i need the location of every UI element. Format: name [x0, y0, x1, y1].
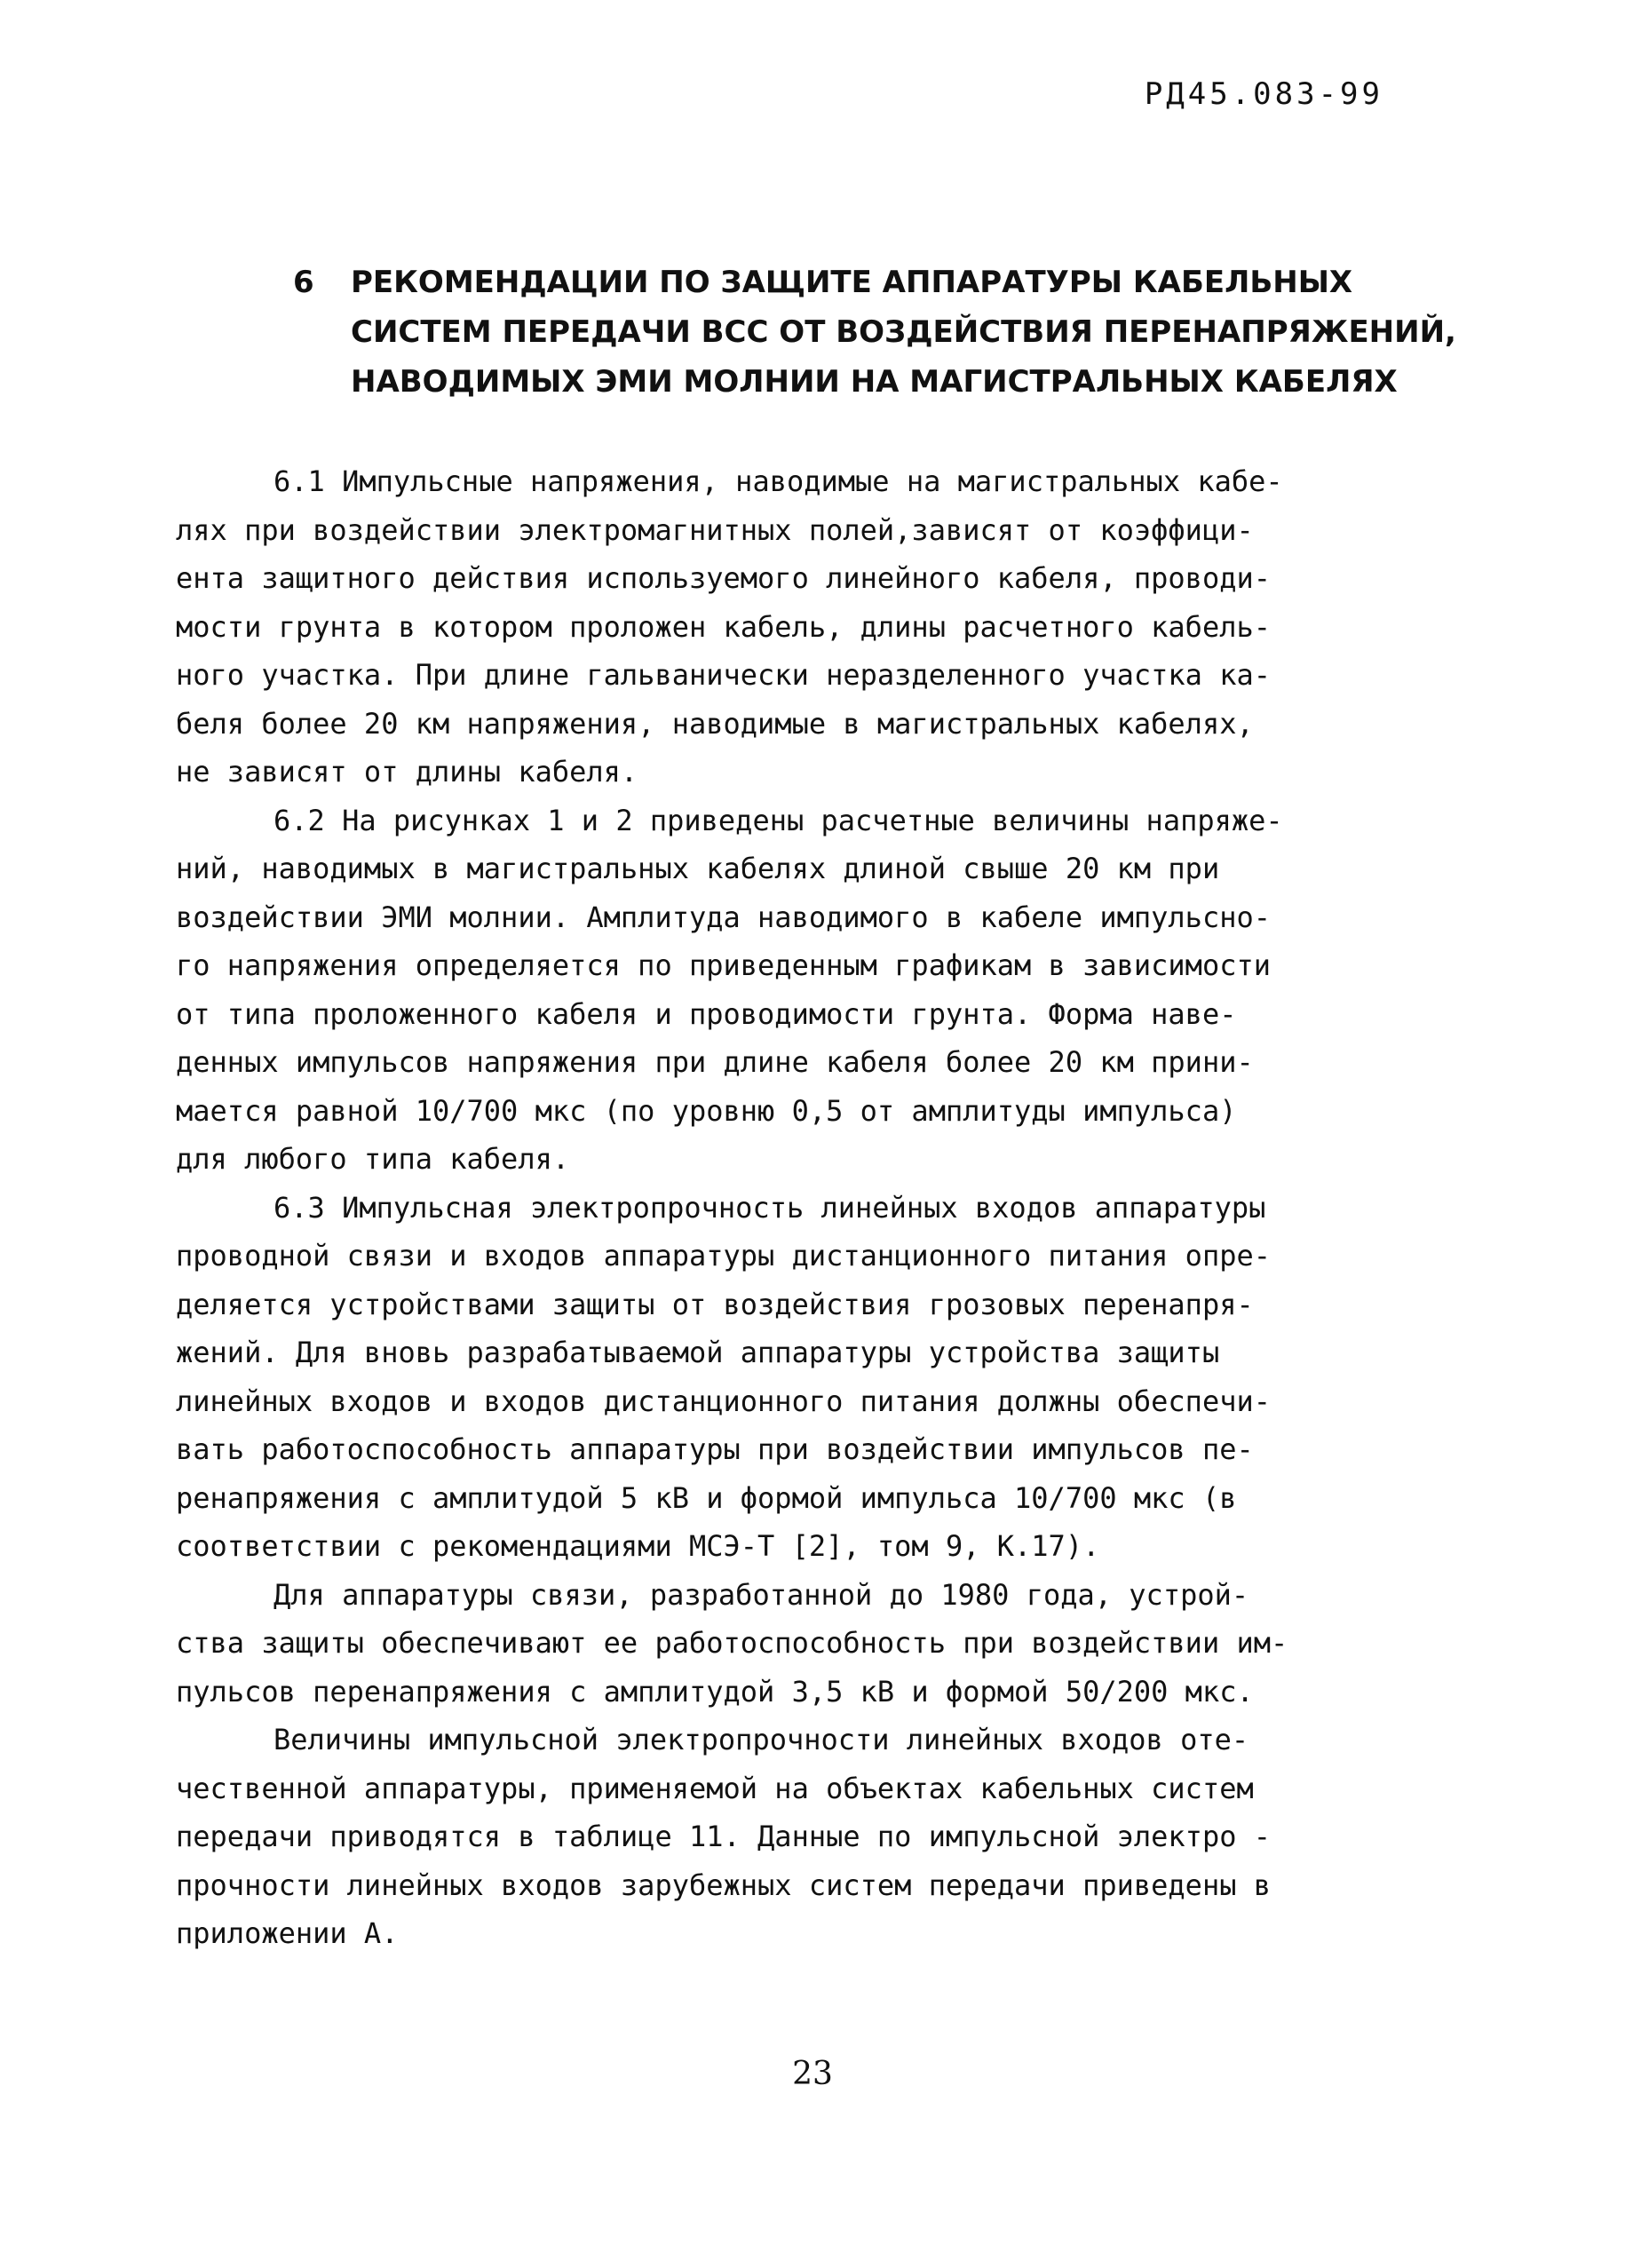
paragraph-old-equipment-line: Для аппаратуры связи, разработанной до 1980 года, устрой- [273, 1577, 1249, 1612]
paragraph-6-2-line: го напряжения определяется по приведенным графикам в зависимости [176, 948, 1271, 982]
paragraph-table-reference-line: передачи приводятся в таблице 11. Данные по импульсной электро - [176, 1820, 1271, 1853]
body-text [176, 457, 1401, 1958]
paragraph-6-2-line: от типа проложенного кабеля и проводимости грунта. Форма наве- [176, 996, 1237, 1031]
paragraph-6-2-line: для любого типа кабеля. [176, 1142, 570, 1176]
paragraph-old-equipment-line: ства защиты обеспечивают ее работоспособность при воздействии им- [176, 1626, 1288, 1660]
paragraph-6-3-line: проводной связи и входов аппаратуры дистанционного питания опре- [176, 1239, 1271, 1273]
paragraph-6-3-line: деляется устройствами защиты от воздействия грозовых перенапря- [176, 1287, 1254, 1321]
section-title-line: РЕКОМЕНДАЦИИ ПО ЗАЩИТЕ АППАРАТУРЫ КАБЕЛЬНЫХ [351, 265, 1353, 300]
paragraph-6-1-line: не зависят от длины кабеля. [176, 755, 638, 789]
paragraph-6-3-line: ренапряжения с амплитудой 5 кВ и формой импульса 10/700 мкс (в [176, 1480, 1237, 1515]
paragraph-6-2-line: денных импульсов напряжения при длине кабеля более 20 км прини- [176, 1045, 1254, 1079]
paragraph-6-1-line: ента защитного действия используемого линейного кабеля, проводи- [176, 561, 1271, 595]
paragraph-table-reference-line: Величины импульсной электропрочности линейных входов оте- [273, 1723, 1249, 1757]
paragraph-table-reference-line: приложении А. [176, 1916, 399, 1950]
document-code: РД45.083-99 [1144, 76, 1383, 112]
paragraph-6-1-line: ного участка. При длине гальванически неразделенного участка ка- [176, 658, 1271, 692]
paragraph-6-2-line: 6.2 На рисунках 1 и 2 приведены расчетные величины напряже- [273, 803, 1283, 837]
section-heading [293, 258, 1456, 407]
section-title-line: СИСТЕМ ПЕРЕДАЧИ ВСС ОТ ВОЗДЕЙСТВИЯ ПЕРЕНАПРЯЖЕНИЙ, [351, 314, 1456, 350]
paragraph-6-3-line: вать работоспособность аппаратуры при воздействии импульсов пе- [176, 1432, 1254, 1466]
section-title-line: НАВОДИМЫХ ЭМИ МОЛНИИ НА МАГИСТРАЛЬНЫХ КАБЕЛЯХ [351, 364, 1398, 400]
paragraph-6-3-line: 6.3 Импульсная электропрочность линейных входов аппаратуры [273, 1190, 1266, 1225]
paragraph-6-3-line: соответствии с рекомендациями МСЭ-Т [2], том 9, К.17). [176, 1529, 1100, 1563]
paragraph-6-3-line: жений. Для вновь разрабатываемой аппаратуры устройства защиты [176, 1336, 1220, 1369]
paragraph-6-1-line: 6.1 Импульсные напряжения, наводимые на магистральных кабе- [273, 464, 1283, 498]
page-number: 23 [792, 2056, 833, 2092]
paragraph-6-3-line: линейных входов и входов дистанционного питания должны обеспечи- [176, 1384, 1271, 1418]
paragraph-6-1-line: беля более 20 км напряжения, наводимые в магистральных кабелях, [176, 706, 1254, 741]
paragraph-table-reference-line: прочности линейных входов зарубежных систем передачи приведены в [176, 1868, 1271, 1902]
paragraph-6-2-line: мается равной 10/700 мкс (по уровню 0,5 от амплитуды импульса) [176, 1093, 1237, 1128]
paragraph-old-equipment-line: пульсов перенапряжения с амплитудой 3,5 кВ и формой 50/200 мкс. [176, 1674, 1254, 1709]
paragraph-6-2-line: воздействии ЭМИ молнии. Амплитуда наводимого в кабеле импульсно- [176, 900, 1271, 934]
paragraph-6-1-line: мости грунта в котором проложен кабель, длины расчетного кабель- [176, 609, 1271, 644]
paragraph-table-reference-line: чественной аппаратуры, применяемой на объектах кабельных систем [176, 1771, 1254, 1805]
section-number: 6 [293, 265, 314, 300]
paragraph-6-1-line: лях при воздействии электромагнитных полей,зависят от коэффици- [176, 512, 1254, 547]
paragraph-6-2-line: ний, наводимых в магистральных кабелях длиной свыше 20 км при [176, 852, 1220, 885]
